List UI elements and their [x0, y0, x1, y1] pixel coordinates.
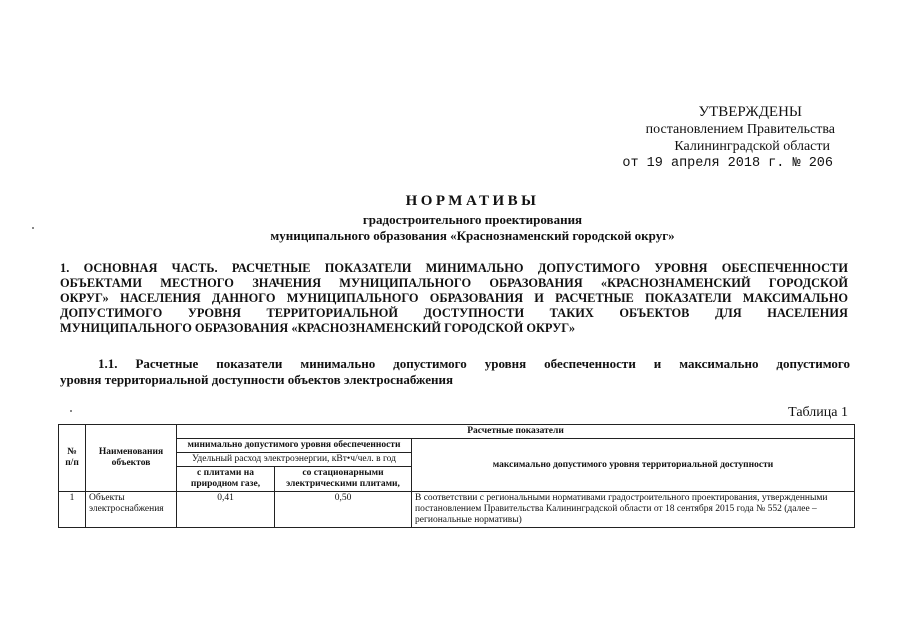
- approval-heading: УТВЕРЖДЕНЫ: [698, 104, 802, 120]
- approval-line: постановлением Правительства: [645, 122, 835, 137]
- header-gas: с плитами на природном газе,: [177, 467, 275, 492]
- subsection-line: 1.1. Расчетные показатели минимально допустимого уровня обеспеченности и максимально допустимого: [98, 356, 850, 371]
- scan-speck: [32, 227, 34, 229]
- subsection-line: уровня территориальной доступности объектов электроснабжения: [60, 372, 454, 387]
- approval-block: [622, 104, 835, 172]
- section-heading: [60, 261, 848, 336]
- header-max: максимально допустимого уровня территориальной доступности: [412, 439, 855, 492]
- approval-line: Калининградской области: [674, 139, 830, 154]
- cell-name: Объекты электроснабжения: [86, 492, 177, 528]
- section-line: 1. ОСНОВНАЯ ЧАСТЬ. РАСЧЕТНЫЕ ПОКАЗАТЕЛИ МИНИМАЛЬНО ДОПУСТИМОГО УРОВНЯ ОБЕСПЕЧЕННОСТИ: [60, 261, 848, 275]
- scan-speck: [70, 410, 72, 412]
- header-elec: со стационарными электрическими плитами,: [275, 467, 412, 492]
- section-line: МУНИЦИПАЛЬНОГО ОБРАЗОВАНИЯ «КРАСНОЗНАМЕНСКИЙ ГОРОДСКОЙ ОКРУГ»: [60, 321, 576, 335]
- header-min: минимально допустимого уровня обеспеченности: [177, 439, 412, 453]
- table-label: Таблица 1: [788, 405, 848, 420]
- header-name: Наименования объектов: [86, 425, 177, 492]
- section-line: ДОПУСТИМОГО УРОВНЯ ТЕРРИТОРИАЛЬНОЙ ДОСТУПНОСТИ ТАКИХ ОБЪЕКТОВ ДЛЯ НАСЕЛЕНИЯ: [60, 306, 848, 320]
- header-num: № п/п: [59, 425, 86, 492]
- cell-max: В соответствии с региональными нормативами градостроительного проектирования, утвержденными постановлением Правительства Калининградской области от 18 сентября 2015 года № 552 (далее – региональные нормативы): [412, 492, 855, 528]
- section-line: ОКРУГ» НАСЕЛЕНИЯ ДАННОГО МУНИЦИПАЛЬНОГО ОБРАЗОВАНИЯ И РАСЧЕТНЫЕ ПОКАЗАТЕЛИ МАКСИМАЛЬНО: [60, 291, 848, 305]
- title-sub: градостроительного проектирования: [362, 212, 583, 227]
- header-calc: Расчетные показатели: [177, 425, 855, 439]
- title-main: НОРМАТИВЫ: [405, 193, 540, 209]
- table-row: [59, 492, 855, 528]
- indicators-table: [58, 424, 855, 528]
- cell-num: 1: [59, 492, 86, 528]
- document-title: [0, 193, 905, 244]
- cell-elec: 0,50: [275, 492, 412, 528]
- section-line: ОБЪЕКТАМИ МЕСТНОГО ЗНАЧЕНИЯ МУНИЦИПАЛЬНОГО ОБРАЗОВАНИЯ «КРАСНОЗНАМЕНСКИЙ ГОРОДСКОЙ: [60, 276, 848, 290]
- title-sub: муниципального образования «Краснознаменский городской округ»: [270, 228, 675, 243]
- approval-date: от 19 апреля 2018 г. № 206: [622, 156, 833, 171]
- subsection-heading: [60, 356, 850, 388]
- header-unit: Удельный расход электроэнергии, кВт•ч/чел. в год: [177, 453, 412, 467]
- cell-gas: 0,41: [177, 492, 275, 528]
